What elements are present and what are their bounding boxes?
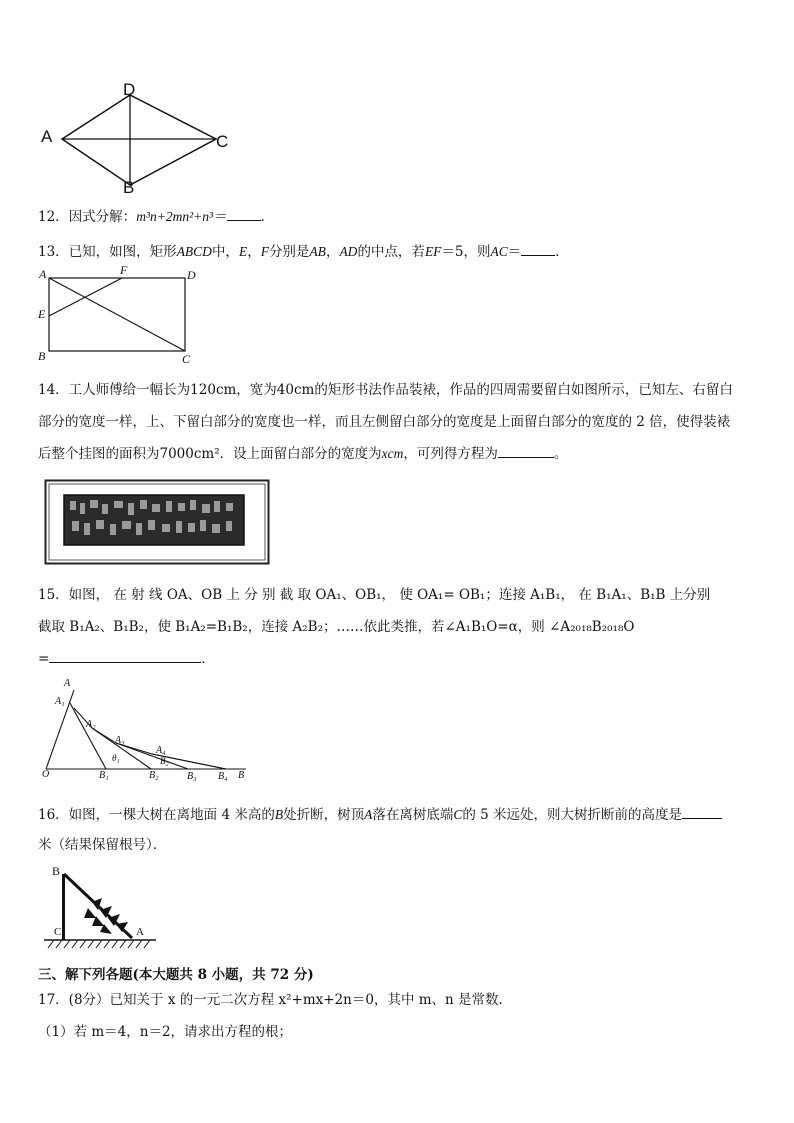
calligraphy-frame-image [44,479,270,565]
point-label-b: B [238,770,245,781]
point-label-a: A [64,678,71,689]
point-label-a4: A₄ [156,745,166,756]
question-text: 分别是 [268,244,310,260]
variable: A [364,807,373,822]
question-text: 16．如图，一棵大树在离地面 4 米高的 [38,807,275,823]
question-text: 已知，如图，矩形 [68,244,177,260]
tree-figure [40,862,160,954]
vertex-label-b: B [123,178,135,197]
question-text: ＝5，则 [441,244,491,260]
rays-figure [36,680,256,784]
question-text: ＝ [507,244,522,260]
vertex-label-d: D [187,268,196,282]
question-end: ． [555,244,569,260]
question-text: 处折断，树顶 [283,807,365,823]
vertex-label-c: C [182,352,191,366]
variable: AC [490,244,508,259]
question-17-line-2: （1）若 m＝4，n＝2，请求出方程的根； [38,1024,293,1040]
question-17-line-1: 17．(8分）已知关于 x 的一元二次方程 x²+mx+2n＝0，其中 m、n 是常数． [38,992,513,1008]
rectangle-diagram [34,264,204,366]
answer-blank[interactable] [498,445,554,458]
answer-blank[interactable] [49,650,201,663]
question-expression: m³n+2mn²+n³＝ [136,209,227,224]
question-number: 12． [38,209,69,225]
rectangle-figure [34,264,204,366]
answer-blank[interactable] [682,806,722,819]
point-label-b: B [52,864,61,878]
rhombus-figure [36,78,236,196]
question-end: ． [201,651,215,667]
question-13 [38,240,569,260]
question-text: 的 5 米远处，则大树折断前的高度是 [462,807,683,823]
point-label-a: A [136,926,144,938]
question-text: ，可列得方程为 [403,446,498,462]
calligraphy-figure [44,479,270,565]
question-text: 因式分解： [68,209,137,225]
rays-diagram [36,680,256,784]
question-15-line-1: 15．如图， 在 射 线 OA、OB 上 分 别 截 取 OA₁、OB₁， 使 OA₁= OB₁；连接 A₁B₁， 在 B₁A₁、B₁B 上分别 [38,587,711,603]
rhombus-diagram [36,78,236,196]
section-3-heading: 三、解下列各题(本大题共 8 小题，共 72 分) [38,967,314,983]
vertex-label-a: A [41,127,53,146]
point-label-b2: B₂ [149,770,159,781]
question-16-line-2: 米（结果保留根号）． [38,837,167,853]
point-label-o: O [42,769,50,780]
vertex-label-c: C [216,132,229,151]
question-text: ， [325,244,340,260]
point-label-a2: A₂ [86,719,96,730]
question-text: 后整个挂图的面积为7000cm²．设上面留白部分的宽度为 [38,446,382,462]
variable: E [238,244,248,259]
variable: ABCD [176,244,212,259]
question-16-line-1 [38,803,722,823]
question-12 [38,205,274,225]
answer-blank[interactable] [521,243,555,256]
variable: F [260,244,269,259]
variable: B [274,807,284,822]
variable: AB [309,244,326,259]
point-label-b1: B₁ [99,770,109,781]
question-text: 的中点，若 [357,244,425,260]
question-end: 。 [553,446,568,462]
variable: EF [424,244,442,259]
question-15-line-3 [38,647,215,667]
vertex-label-f: F [120,263,128,277]
point-label-a1: A₁ [55,696,65,707]
vertex-label-d: D [123,80,136,99]
answer-blank[interactable] [227,208,261,221]
variable: xcm [381,446,404,461]
question-14-line-3 [38,442,567,462]
vertex-label-b: B [38,349,46,363]
question-14-line-2: 部分的宽度一样，上、下留白部分的宽度也一样，而且左侧留白部分的宽度是上面留白部分的宽度的 2 倍，使得装裱 [38,414,731,430]
point-label-b3: B₃ [187,771,197,782]
question-text: 落在离树底端 [372,807,454,823]
question-text: = [38,651,50,667]
question-text: 中， [211,244,239,260]
angle-label-theta: θ₁ [112,753,120,763]
question-text: ， [247,244,261,260]
point-label-c: C [54,926,62,938]
question-15-line-2: 截取 B₁A₂、B₁B₂，使 B₁A₂=B₁B₂，连接 A₂B₂；……依此类推，若∠A₁B₁O=α，则 ∠A₂₀₁₈B₂₀₁₈O [38,619,635,635]
question-end: ． [260,209,275,225]
point-label-b2-upper: B₂ [160,756,169,766]
question-14-line-1: 14．工人师傅给一幅长为120cm，宽为40cm的矩形书法作品装裱，作品的四周需要留白如图所示，已知左、右留白 [38,382,733,398]
question-number: 13． [38,244,69,260]
point-label-a3: A₃ [115,735,125,746]
variable: AD [339,244,358,259]
vertex-label-a: A [39,267,47,281]
variable: C [453,807,463,822]
point-label-b4: B₄ [218,771,228,782]
vertex-label-e: E [38,307,46,321]
